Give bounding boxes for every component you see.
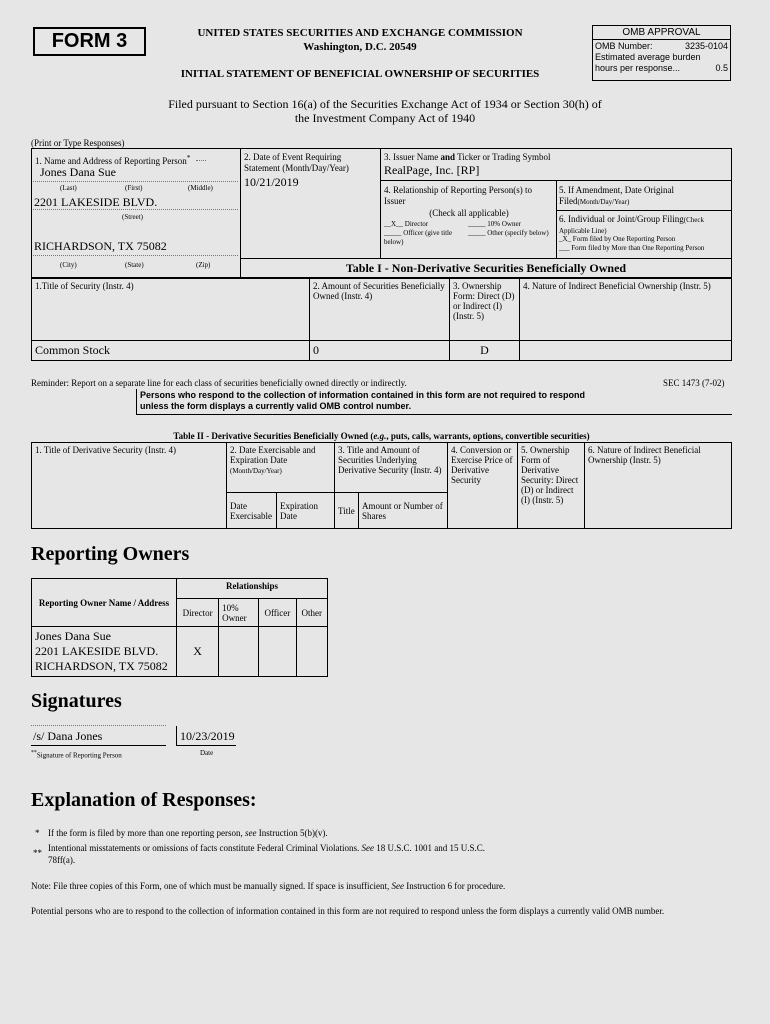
- street-value: 2201 LAKESIDE BLVD.: [34, 195, 158, 209]
- print-note: (Print or Type Responses): [31, 138, 125, 148]
- individual-filing-label: 6. Individual or Joint/Group Filing(Check Applicable Line): [559, 214, 704, 235]
- omb-number-label: OMB Number:: [595, 41, 653, 51]
- table1-ownership-form: D: [450, 341, 520, 361]
- table2-col4-header: 4. Conversion or Exercise Price of Derivative Security: [448, 443, 518, 529]
- state-label: (State): [125, 261, 144, 269]
- table2-col3-header: 3. Title and Amount of Securities Underlying Derivative Security (Instr. 4): [335, 443, 448, 493]
- table2-col5-header: 5. Ownership Form of Derivative Security: Direct (D) or Indirect (I) (Instr. 5): [518, 443, 585, 529]
- other-option: _____ Other (specify below): [468, 229, 549, 237]
- omb-approval-box: [592, 25, 731, 81]
- first-label: (First): [125, 184, 143, 192]
- filed-pursuant-line1: Filed pursuant to Section 16(a) of the Securities Exchange Act of 1934 or Section 30(h) of: [168, 97, 602, 111]
- table1-col3-header: 3. Ownership Form: Direct (D) or Indirect (I) (Instr. 5): [450, 279, 520, 341]
- zip-label: (Zip): [196, 261, 211, 269]
- note-misstatements: Intentional misstatements or omissions of facts constitute Federal Criminal Violations. See 18 U.S.C. 1001 and 15 U.S.C. 78ff(a).: [48, 843, 486, 865]
- name-label: 1. Name and Address of Reporting Person*: [35, 153, 191, 166]
- table1-col2-header: 2. Amount of Securities Beneficially Owned (Instr. 4): [310, 279, 450, 341]
- name-value: Jones Dana Sue: [40, 165, 116, 179]
- filed-by-one: _X_ Form filed by One Reporting Person: [559, 235, 676, 243]
- city-label: (City): [60, 261, 77, 269]
- other-header: Other: [296, 599, 327, 627]
- check-all-label: (Check all applicable): [429, 208, 509, 218]
- owner10-header: 10% Owner: [219, 599, 259, 627]
- event-date-value: 10/21/2019: [244, 175, 299, 189]
- street-label: (Street): [122, 213, 143, 221]
- issuer-value: RealPage, Inc. [RP]: [384, 163, 480, 177]
- table2-date-exercisable: Date Exercisable: [227, 493, 277, 529]
- reporting-owners-heading: Reporting Owners: [31, 543, 190, 565]
- omb-title: OMB APPROVAL: [593, 26, 730, 40]
- agency-name: UNITED STATES SECURITIES AND EXCHANGE COMMISSION: [197, 27, 523, 39]
- note-multiple-persons: If the form is filed by more than one reporting person, see Instruction 5(b)(v).: [48, 828, 328, 838]
- note-three-copies: Note: File three copies of this Form, one of which must be manually signed. If space is insufficient, See Instruction 6 for procedure.: [31, 881, 506, 891]
- signature-date: 10/23/2019: [180, 729, 235, 743]
- owner10-option: _____ 10% Owner: [468, 220, 521, 228]
- note-star: *: [35, 828, 40, 838]
- filed-by-more: ___ Form filed by More than One Reporting Person: [559, 244, 705, 252]
- table2-col1-header: 1. Title of Derivative Security (Instr. 4): [32, 443, 227, 529]
- date-label: Date: [200, 749, 214, 757]
- event-date-label: 2. Date of Event Requiring Statement (Month/Day/Year): [244, 152, 349, 173]
- note-double-star: **: [33, 848, 42, 858]
- table2-expiration-date: Expiration Date: [277, 493, 335, 529]
- persons-respond-box: [136, 389, 732, 415]
- form-title: INITIAL STATEMENT OF BENEFICIAL OWNERSHIP OF SECURITIES: [180, 68, 540, 80]
- amendment-label: 5. If Amendment, Date Original Filed(Month/Day/Year): [559, 185, 674, 206]
- persons-respond-line2: unless the form displays a currently valid OMB control number.: [140, 401, 412, 411]
- table1-title: Table I - Non-Derivative Securities Beneficially Owned: [345, 261, 627, 275]
- director-option: __X__ Director: [384, 220, 429, 228]
- reporting-owners-table: [31, 578, 328, 677]
- table1-amount: 0: [310, 341, 450, 361]
- table2: [31, 442, 732, 529]
- sec-number: SEC 1473 (7-02): [663, 378, 725, 388]
- officer-mark: [259, 627, 296, 677]
- note-potential-persons: Potential persons who are to respond to the collection of information contained in this form are not required to respond unless the form displays a currently valid OMB number.: [31, 906, 665, 916]
- table1-col1-header: 1.Title of Security (Instr. 4): [32, 279, 310, 341]
- explanation-heading: Explanation of Responses:: [31, 789, 257, 811]
- reminder-text: Reminder: Report on a separate line for each class of securities beneficially owned directly or indirectly.: [31, 378, 407, 388]
- table1-col4-header: 4. Nature of Indirect Beneficial Ownership (Instr. 5): [520, 279, 732, 341]
- last-label: (Last): [60, 184, 77, 192]
- signature-label: **Signature of Reporting Person: [31, 750, 122, 760]
- issuer-label: 3. Issuer Name and Ticker or Trading Symbol: [384, 152, 551, 162]
- omb-number: 3235-0104: [684, 41, 728, 51]
- hours-label: hours per response...: [595, 63, 681, 73]
- table1: [31, 278, 732, 361]
- filed-pursuant-line2: the Investment Company Act of 1940: [294, 111, 476, 125]
- persons-respond-line1: Persons who respond to the collection of information contained in this form are not required to respond: [140, 390, 586, 400]
- table2-col2-header: 2. Date Exercisable and Expiration Date (Month/Day/Year): [227, 443, 335, 493]
- hours-value: 0.5: [715, 63, 728, 73]
- table2-title: Table II - Derivative Securities Beneficially Owned (e.g., puts, calls, warrants, options, convertible securities): [173, 431, 590, 441]
- signature-value: /s/ Dana Jones: [33, 729, 103, 743]
- owner-address: Jones Dana Sue 2201 LAKESIDE BLVD. RICHARDSON, TX 75082: [32, 627, 177, 677]
- agency-city: Washington, D.C. 20549: [303, 41, 417, 53]
- relationship-label: 4. Relationship of Reporting Person(s) to Issuer: [384, 185, 532, 206]
- director-header: Director: [177, 599, 219, 627]
- relationships-header: Relationships: [177, 579, 328, 599]
- signatures-heading: Signatures: [31, 690, 122, 712]
- owner-name-header: Reporting Owner Name / Address: [32, 579, 177, 627]
- form-label-box: [33, 27, 146, 56]
- form-label: FORM 3: [51, 30, 128, 52]
- director-mark: X: [177, 627, 219, 677]
- burden-label: Estimated average burden: [595, 52, 701, 62]
- city-value: RICHARDSON, TX 75082: [34, 239, 167, 253]
- table2-amount-col: Amount or Number of Shares: [359, 493, 448, 529]
- table1-security: Common Stock: [32, 341, 310, 361]
- table2-col6-header: 6. Nature of Indirect Beneficial Ownership (Instr. 5): [585, 443, 732, 529]
- other-mark: [296, 627, 327, 677]
- table1-nature: [520, 341, 732, 361]
- officer-option: _____ Officer (give title below): [384, 229, 453, 246]
- officer-header: Officer: [259, 599, 296, 627]
- table2-title-col: Title: [335, 493, 359, 529]
- owner10-mark: [219, 627, 259, 677]
- middle-label: (Middle): [188, 184, 213, 192]
